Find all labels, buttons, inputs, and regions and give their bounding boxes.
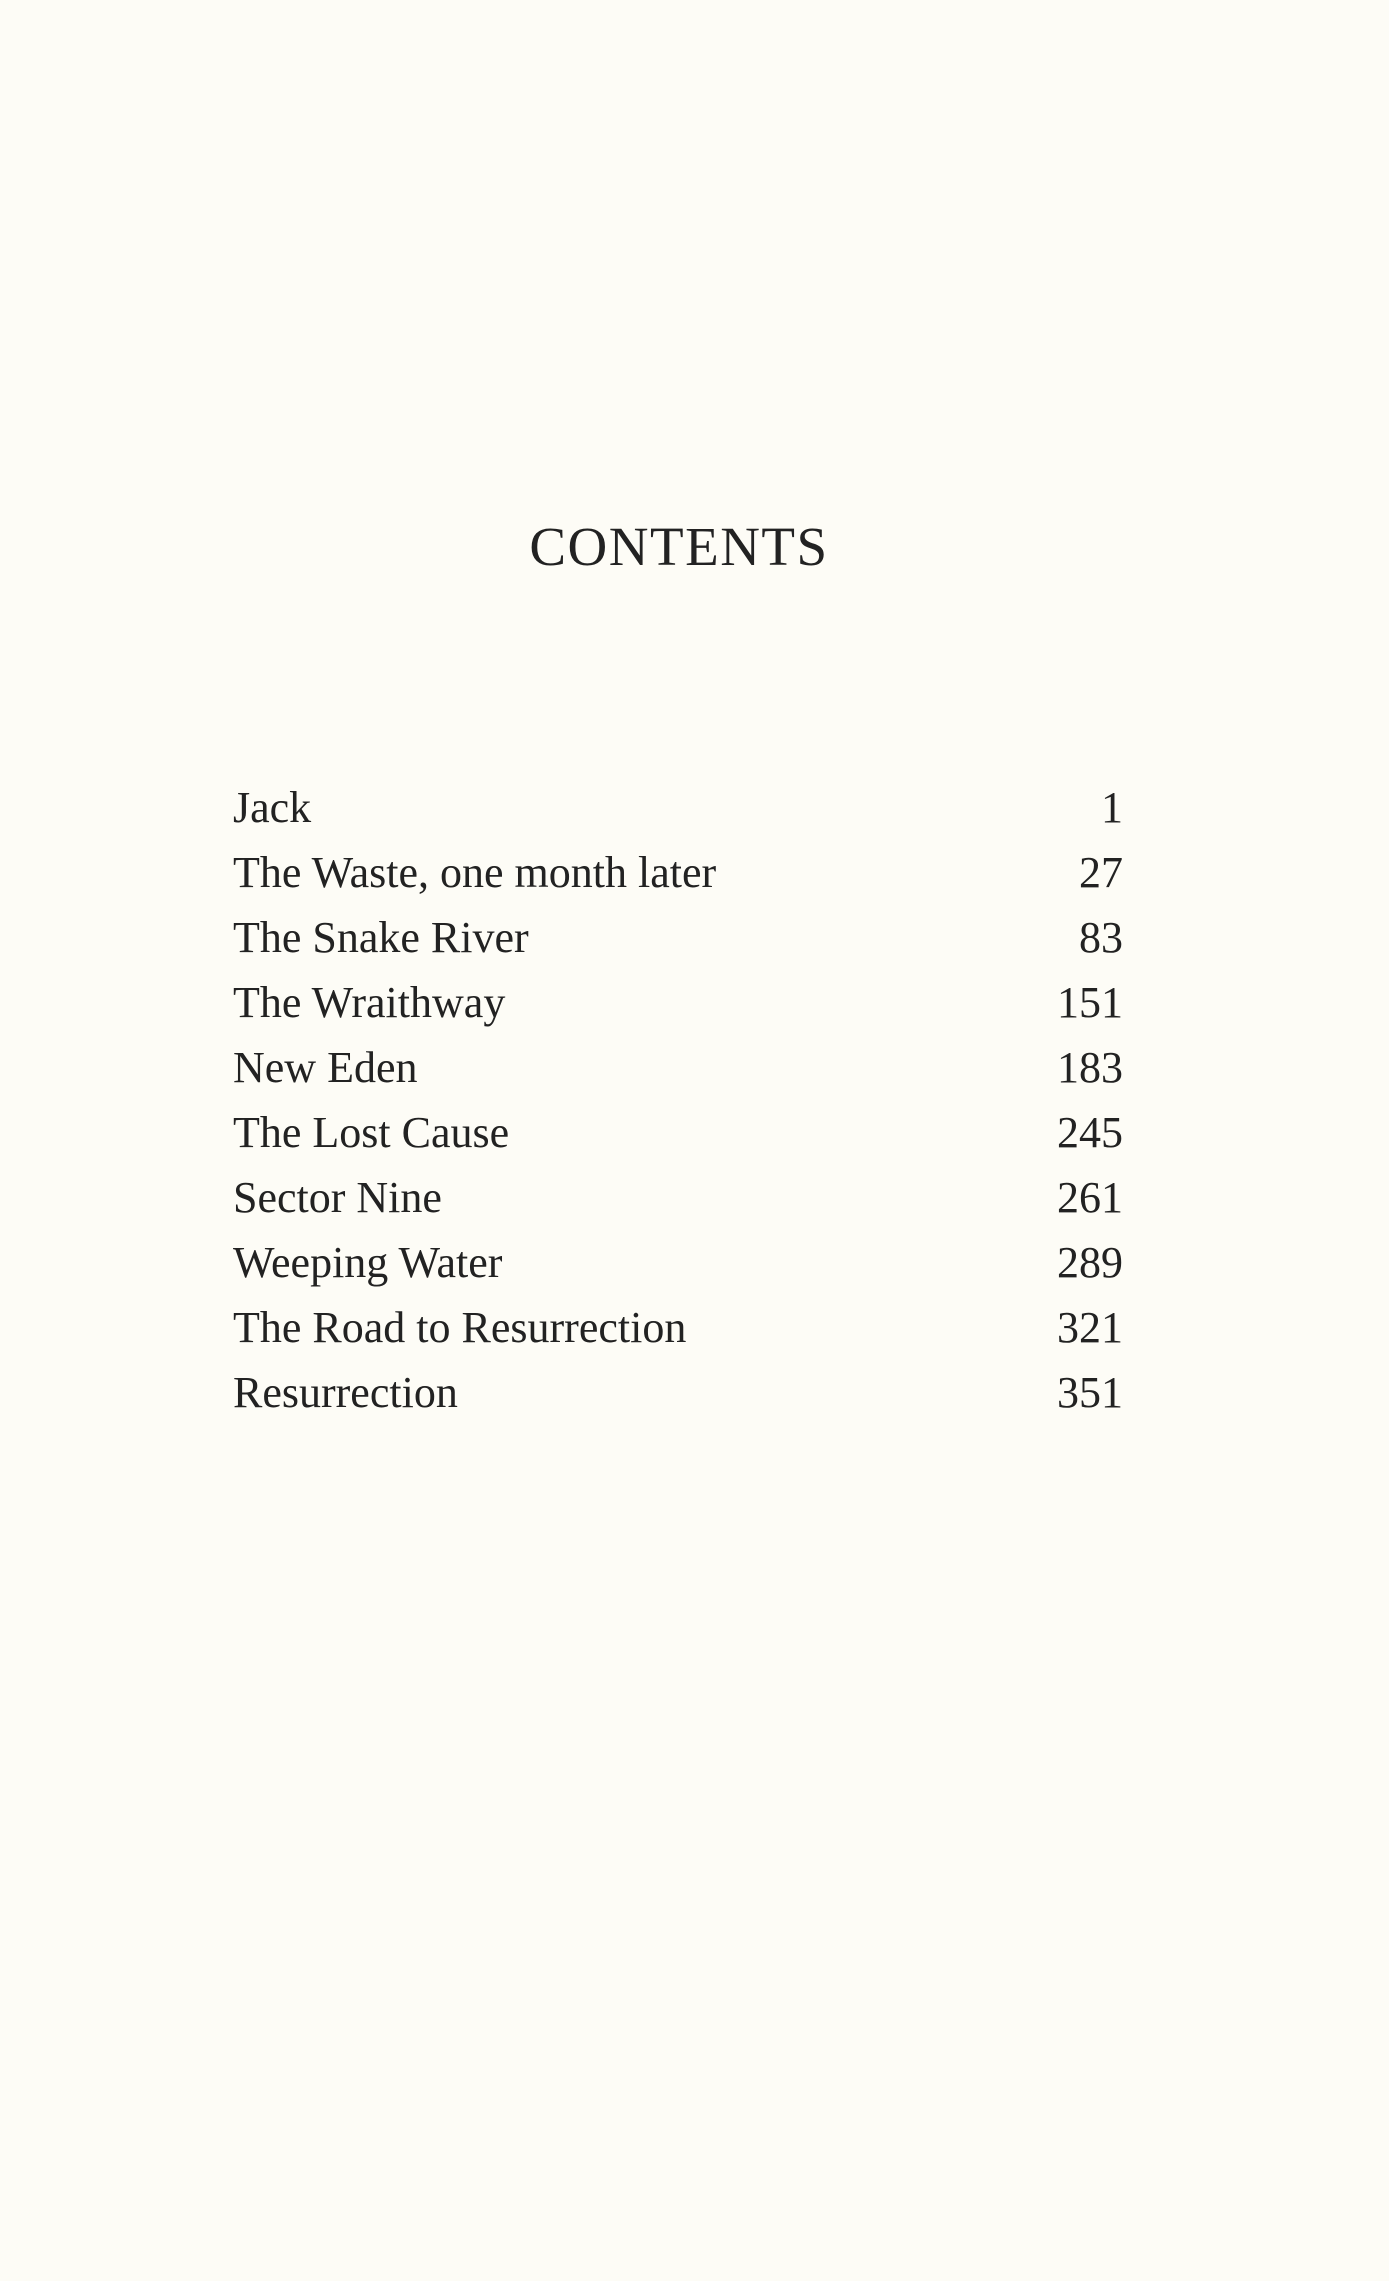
toc-entry: [233, 970, 1123, 1035]
toc-entry: [233, 775, 1123, 840]
toc-entry-page: 245: [1057, 1108, 1123, 1157]
toc-entry-title: New Eden: [233, 1043, 418, 1092]
toc-entry-page: 289: [1057, 1238, 1123, 1287]
table-of-contents: [233, 775, 1123, 1425]
toc-entry-title: The Snake River: [233, 913, 529, 962]
toc-entry-title: Jack: [233, 783, 312, 832]
toc-entry-page: 1: [1101, 783, 1123, 832]
toc-entry-page: 83: [1079, 913, 1123, 962]
toc-entry-title: Resurrection: [233, 1368, 458, 1417]
toc-entry-page: 261: [1057, 1173, 1123, 1222]
toc-entry-page: 27: [1079, 848, 1123, 897]
toc-entry-page: 151: [1057, 978, 1123, 1027]
toc-entry-title: The Road to Resurrection: [233, 1303, 687, 1352]
toc-entry: [233, 1230, 1123, 1295]
toc-entry-page: 183: [1057, 1043, 1123, 1092]
toc-entry-title: The Lost Cause: [233, 1108, 510, 1157]
toc-entry-title: The Waste, one month later: [233, 848, 717, 897]
toc-entry-title: Weeping Water: [233, 1238, 503, 1287]
toc-entry-page: 351: [1057, 1368, 1123, 1417]
toc-entry: [233, 1295, 1123, 1360]
toc-entry: [233, 840, 1123, 905]
toc-entry: [233, 905, 1123, 970]
toc-entry-title: Sector Nine: [233, 1173, 442, 1222]
toc-entry: [233, 1035, 1123, 1100]
toc-entry: [233, 1360, 1123, 1425]
toc-entry-title: The Wraithway: [233, 978, 506, 1027]
toc-entry: [233, 1100, 1123, 1165]
toc-entry-page: 321: [1057, 1303, 1123, 1352]
toc-entry: [233, 1165, 1123, 1230]
contents-heading: CONTENTS: [529, 516, 829, 577]
